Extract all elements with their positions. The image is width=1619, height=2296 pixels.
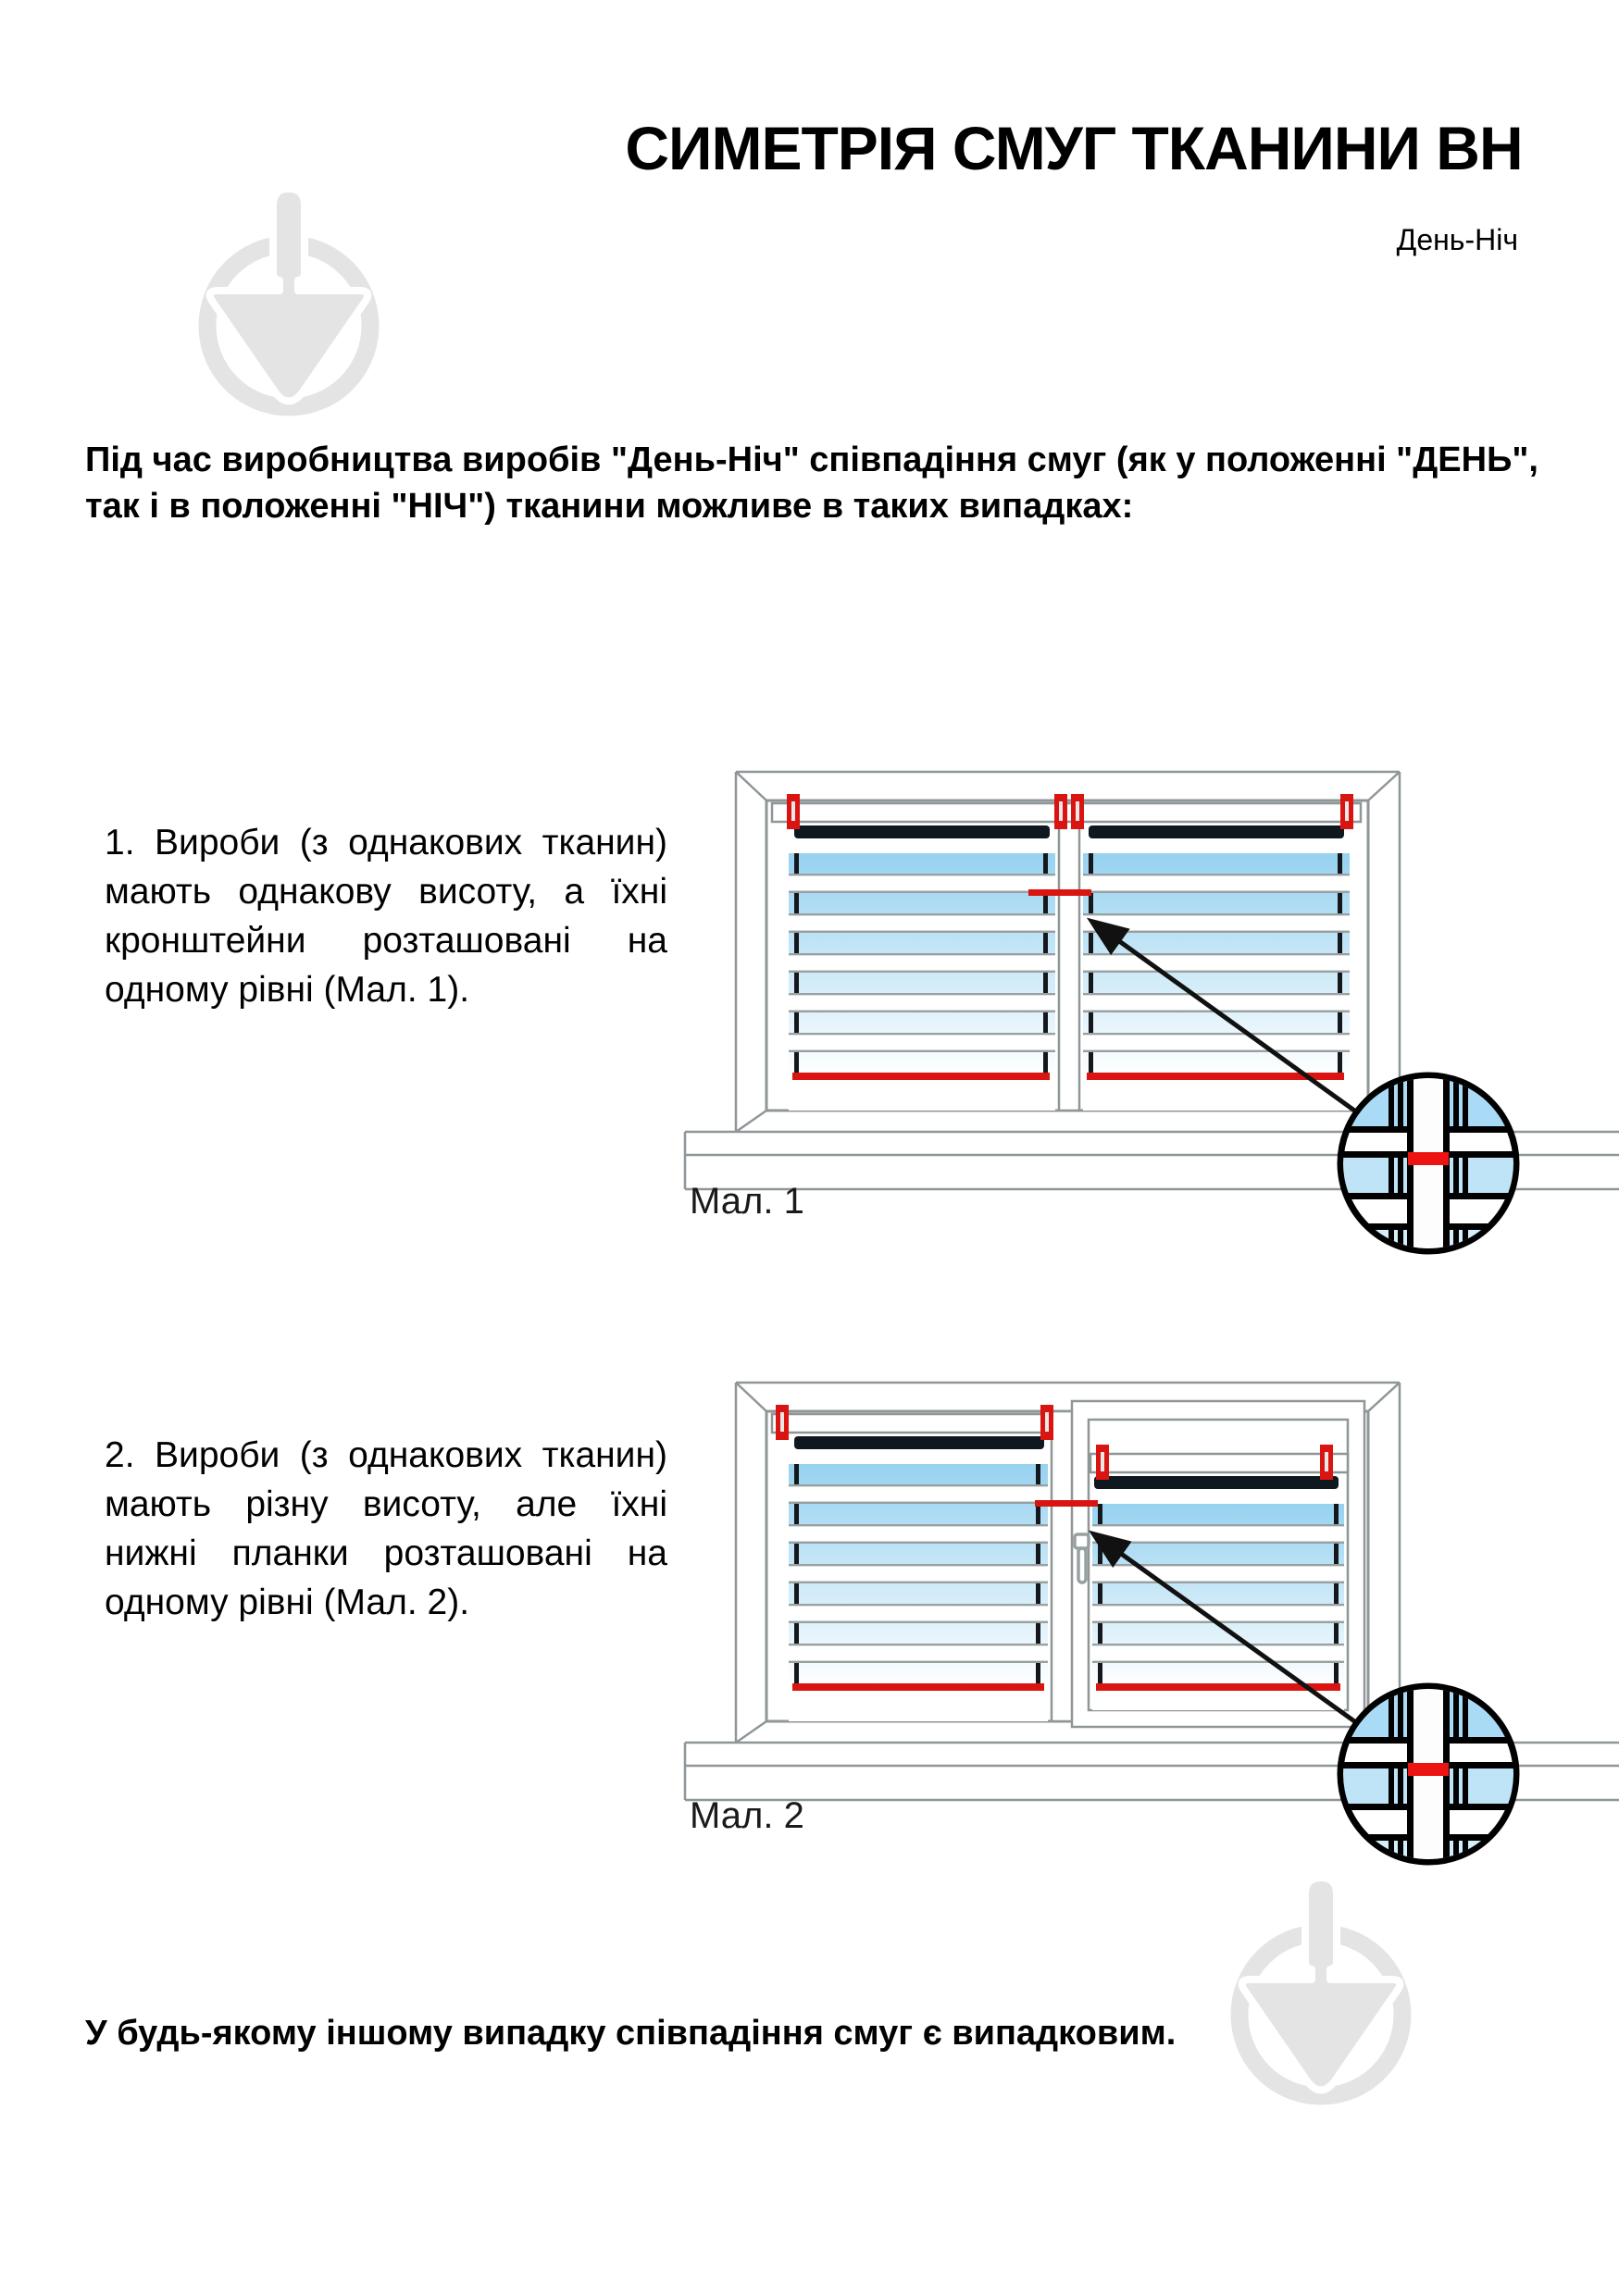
magnifier-detail [1339, 1074, 1517, 1254]
blind-headrail [772, 1414, 1061, 1433]
alignment-marker [1408, 1152, 1449, 1165]
alignment-marker [1028, 889, 1091, 896]
alignment-marker [1408, 1763, 1449, 1776]
case-2-text: 2. Вироби (з однакових тканин) мають різну висоту, але їхні нижні планки розташовані на одному рівні (Мал. 2). [105, 1435, 667, 1622]
figure-1-caption: Мал. 1 [690, 1181, 804, 1222]
page-subtitle: День-Ніч [1396, 223, 1518, 256]
right-blind [1083, 825, 1350, 1111]
bottom-bar-red [792, 1073, 1050, 1080]
alignment-marker [1035, 1500, 1098, 1507]
magnifier-detail [1339, 1685, 1517, 1865]
figure-1-diagram [666, 713, 1619, 1268]
window-mullion [1052, 1411, 1074, 1721]
case-1-text: 1. Вироби (з однакових тканин) мають однакову висоту, а їхні кронштейни розташовані на одному рівні (Мал. 1). [105, 823, 667, 1010]
figure-2-diagram [666, 1323, 1619, 1879]
left-blind [789, 825, 1055, 1111]
window-handle-icon [1075, 1534, 1089, 1582]
figure-2-caption: Мал. 2 [690, 1795, 804, 1836]
brand-watermark-icon [168, 178, 409, 474]
page-title: СИМЕТРІЯ СМУГ ТКАНИНИ ВН [625, 114, 1523, 182]
bottom-bar-red [792, 1683, 1044, 1691]
intro-paragraph: Під час виробництва виробів "День-Ніч" співпадіння смуг (як у положенні "ДЕНЬ", так і в положенні "НІЧ") тканини можливе в таких випадках: [85, 441, 1538, 526]
conclusion-text: У будь-якому іншому випадку співпадіння смуг є випадковим. [85, 2014, 1177, 2053]
right-blind [1092, 1476, 1344, 1710]
left-blind [789, 1436, 1048, 1721]
window-mullion [1059, 822, 1079, 1111]
blind-headrail [1090, 1454, 1348, 1472]
